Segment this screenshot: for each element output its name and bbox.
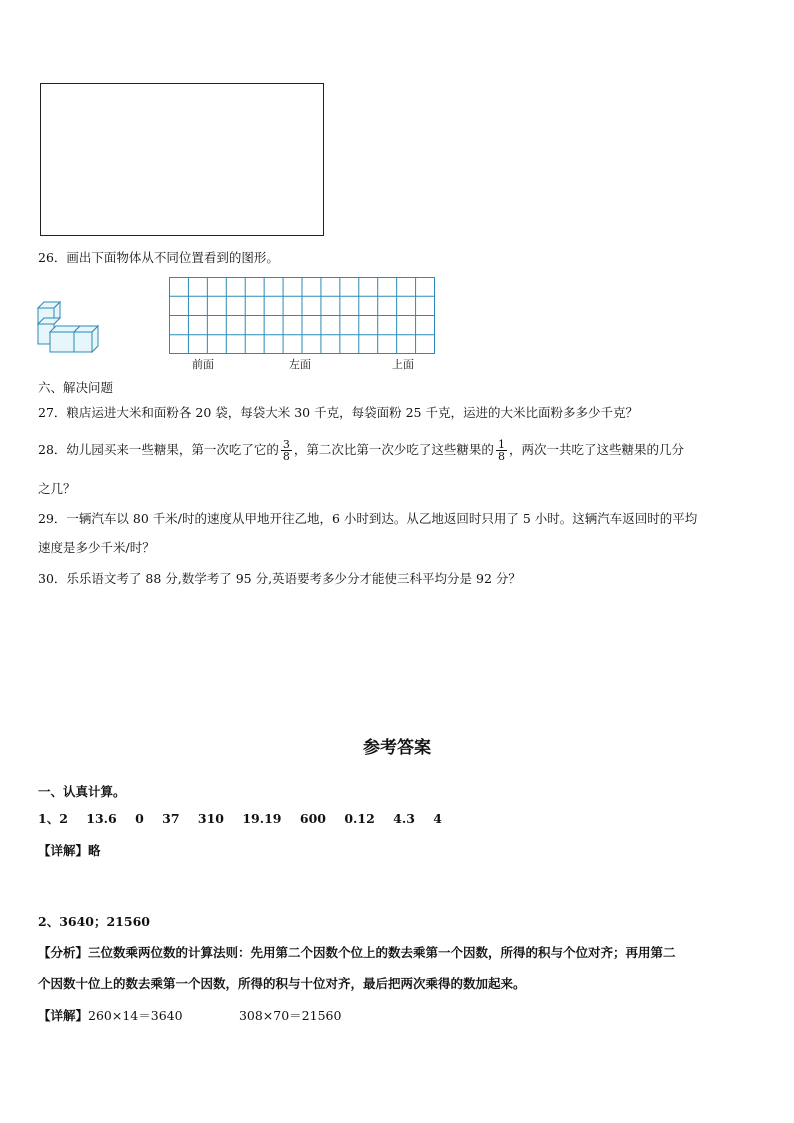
question-26: 26．画出下面物体从不同位置看到的图形。 — [38, 250, 279, 265]
question-29-line1: 29．一辆汽车以 80 千米/时的速度从甲地开往乙地，6 小时到达。从乙地返回时只用了 5 小时。这辆汽车返回时的平均 — [38, 511, 698, 526]
question-28-line2: 之几？ — [38, 481, 76, 496]
detail-label: 【详解】 — [38, 1008, 89, 1023]
fraction-1-8 — [496, 439, 507, 462]
answer-box — [40, 83, 324, 236]
drawing-grid — [169, 277, 436, 355]
equation-2: 308×70＝21560 — [238, 1008, 342, 1023]
answer-1-row — [38, 810, 456, 828]
answer-value: 310 — [197, 811, 224, 826]
frac-denominator: 8 — [497, 450, 505, 463]
cube-stack-figure — [36, 298, 100, 354]
answer-1-prefix: 1、2 — [38, 811, 68, 826]
answer-value: 600 — [299, 811, 326, 826]
answer-value: 19.19 — [242, 811, 282, 826]
answer-2-detail — [38, 1007, 341, 1025]
label-left: 左面 — [289, 358, 311, 371]
answer-value: 4 — [433, 811, 442, 826]
equation-1: 260×14＝3640 — [88, 1008, 183, 1023]
question-29-line2: 速度是多少千米/时？ — [38, 540, 155, 555]
answer-1-detail: 【详解】略 — [38, 843, 101, 858]
q28-part1: 28．幼儿园买来一些糖果，第一次吃了它的 — [38, 442, 279, 457]
answer-value: 13.6 — [86, 811, 117, 826]
answer-2-analysis-line2: 个因数十位上的数去乘第一个因数，所得的积与十位对齐，最后把两次乘得的数加起来。 — [38, 976, 526, 991]
question-27: 27．粮店运进大米和面粉各 20 袋，每袋大米 30 千克，每袋面粉 25 千克，运进的大米比面粉多多少千克？ — [38, 405, 638, 420]
section-6-heading: 六、解决问题 — [38, 380, 114, 395]
answers-section-1: 一、认真计算。 — [38, 784, 126, 799]
question-30: 30．乐乐语文考了 88 分,数学考了 95 分,英语要考多少分才能使三科平均分是 92 分？ — [38, 571, 521, 586]
q28-part2: ，第二次比第一次少吃了这些糖果的 — [293, 442, 494, 457]
answer-value: 37 — [162, 811, 180, 826]
answer-value: 4.3 — [393, 811, 415, 826]
answer-value: 0 — [135, 811, 144, 826]
answer-2-analysis-line1: 【分析】三位数乘两位数的计算法则：先用第二个因数个位上的数去乘第一个因数，所得的积与个位对齐；再用第二 — [38, 945, 676, 960]
frac-numerator: 3 — [282, 438, 290, 451]
answers-title: 参考答案 — [363, 738, 431, 758]
frac-numerator: 1 — [497, 438, 505, 451]
frac-denominator: 8 — [282, 450, 290, 463]
answer-2: 2、3640；21560 — [38, 914, 150, 929]
q28-part3: ，两次一共吃了这些糖果的几分 — [508, 442, 684, 457]
label-front: 前面 — [192, 358, 214, 371]
answer-value: 0.12 — [344, 811, 375, 826]
fraction-3-8 — [281, 439, 292, 462]
label-top: 上面 — [392, 358, 414, 371]
question-28 — [38, 437, 684, 463]
